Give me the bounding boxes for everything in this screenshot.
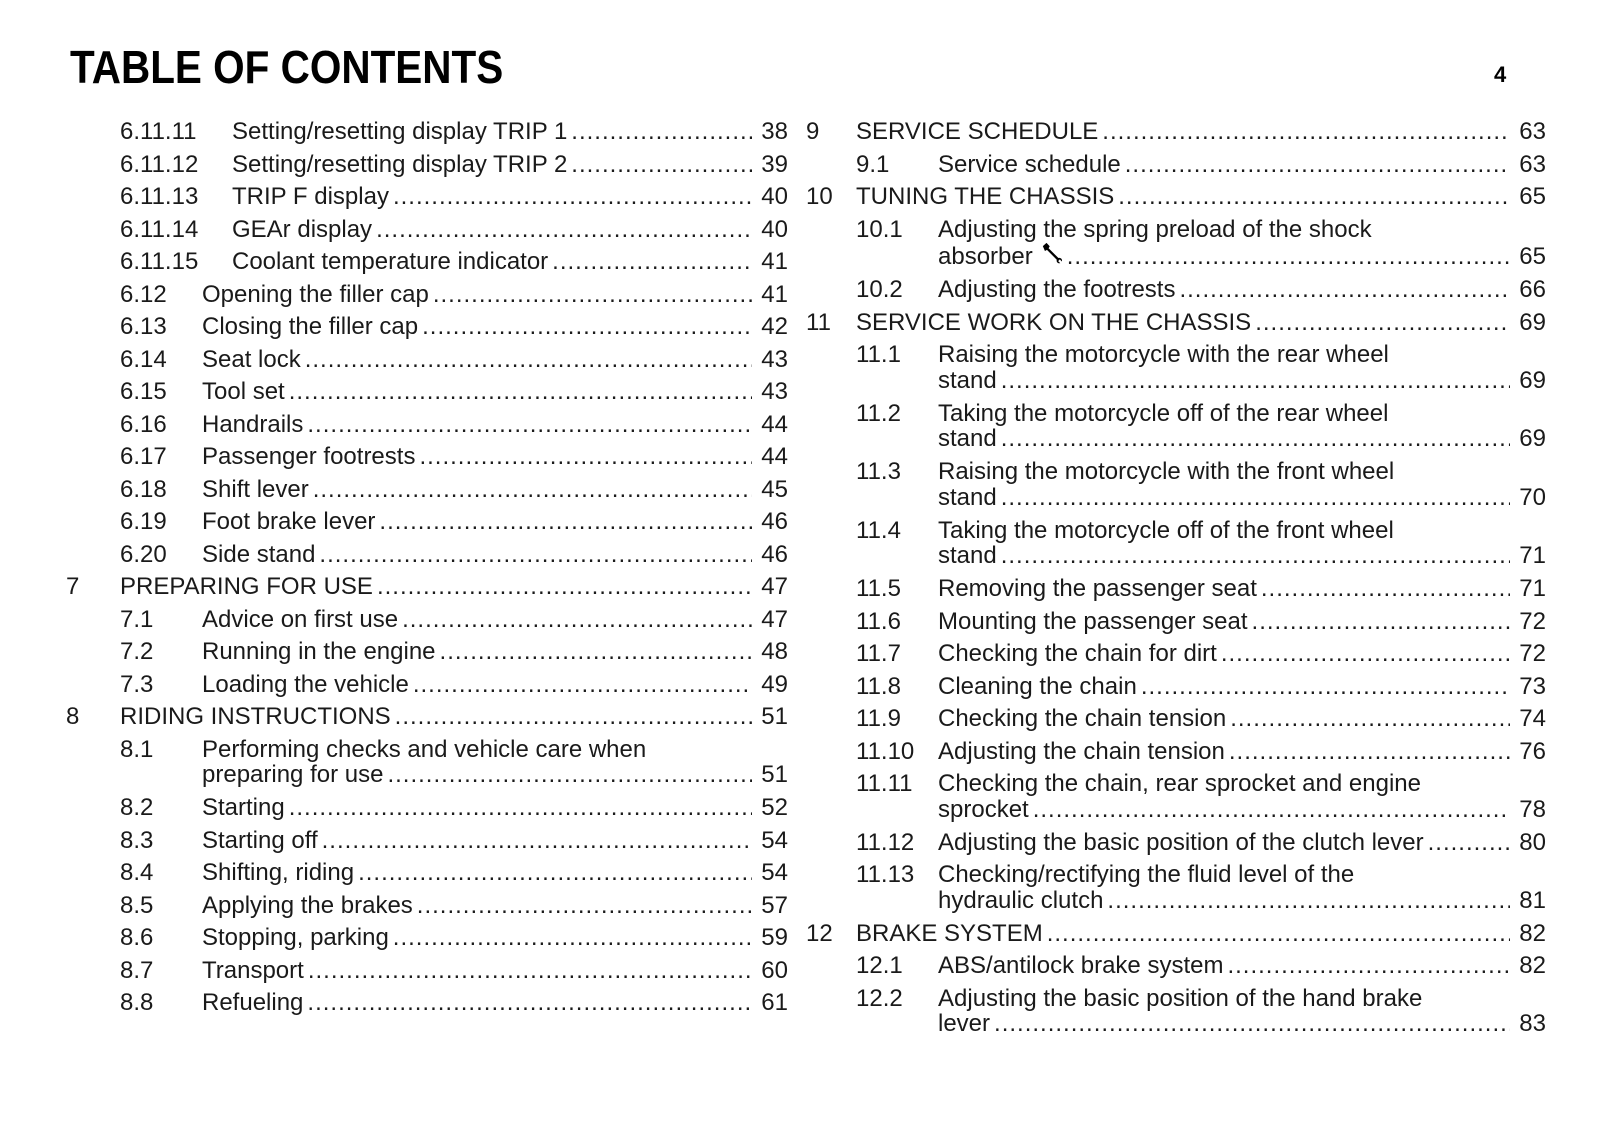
toc-entry[interactable] <box>66 922 788 955</box>
entry-title: Raising the motorcycle with the front wheel <box>938 458 1395 485</box>
leader-dots <box>395 701 752 734</box>
page-ref[interactable]: 76 <box>1519 737 1546 765</box>
entry-title: Checking the chain tension <box>938 705 1227 732</box>
entry-title-continued: stand <box>938 483 997 511</box>
leader-dots <box>358 857 752 890</box>
entry-title: Applying the brakes <box>202 891 413 919</box>
entry-title: ABS/antilock brake system <box>938 952 1224 979</box>
page-ref[interactable]: 63 <box>1519 150 1546 178</box>
entry-title: Tool set <box>202 378 285 405</box>
page-ref[interactable]: 69 <box>1519 425 1546 452</box>
section-number: 6.11.15 <box>120 248 199 275</box>
section-number: 6.11.14 <box>120 215 199 243</box>
entry-title: Refueling <box>202 989 304 1016</box>
page-ref[interactable]: 44 <box>761 410 788 438</box>
toc-entry[interactable] <box>66 955 788 988</box>
toc-left-column <box>66 116 788 1020</box>
leader-dots <box>1227 950 1510 983</box>
leader-dots <box>1107 888 1510 914</box>
section-number: 11.7 <box>856 640 901 667</box>
leader-dots <box>393 181 752 214</box>
page-ref[interactable]: 47 <box>761 605 788 633</box>
page-ref[interactable]: 47 <box>761 573 788 600</box>
toc-entry[interactable] <box>806 736 1546 769</box>
section-number: 6.12 <box>120 280 167 308</box>
leader-dots <box>1125 149 1510 182</box>
section-number: 10.2 <box>856 276 903 303</box>
section-number: 6.20 <box>120 540 167 568</box>
entry-title: Removing the passenger seat <box>938 575 1257 602</box>
toc-entry[interactable] <box>806 214 1546 275</box>
leader-dots <box>1261 573 1510 606</box>
toc-entry[interactable] <box>806 671 1546 704</box>
entry-title: Checking the chain for dirt <box>938 640 1217 667</box>
entry-title-continued: preparing for use <box>202 761 384 788</box>
entry-title: Coolant temperature indicator <box>232 248 549 275</box>
toc-entry[interactable] <box>66 792 788 825</box>
toc-entry[interactable] <box>66 636 788 669</box>
toc-entry[interactable] <box>806 456 1546 515</box>
toc-entry[interactable] <box>66 734 788 793</box>
entry-title: Loading the vehicle <box>202 670 409 698</box>
toc-entry[interactable] <box>806 181 1546 214</box>
page-title: TABLE OF CONTENTS <box>70 41 504 93</box>
leader-dots <box>1230 703 1510 736</box>
section-number: 8.7 <box>120 956 154 984</box>
leader-dots <box>1229 736 1510 769</box>
page-ref[interactable]: 61 <box>761 989 788 1016</box>
leader-dots <box>1255 307 1510 340</box>
entry-title: Adjusting the spring preload of the shock <box>938 215 1372 243</box>
leader-dots <box>1033 797 1510 823</box>
toc-entry[interactable] <box>806 918 1546 951</box>
leader-dots <box>1001 485 1510 511</box>
entry-title-continued: sprocket <box>938 795 1029 823</box>
page-ref[interactable]: 44 <box>761 443 788 470</box>
toc-entry[interactable] <box>66 571 788 604</box>
toc-entry[interactable] <box>66 409 788 442</box>
leader-dots <box>413 669 752 702</box>
toc-entry[interactable] <box>66 376 788 409</box>
leader-dots <box>552 246 752 279</box>
leader-dots <box>1428 827 1510 860</box>
toc-entry[interactable] <box>806 274 1546 307</box>
page-ref[interactable]: 38 <box>761 118 788 145</box>
entry-title: Handrails <box>202 410 304 438</box>
leader-dots <box>994 1011 1510 1037</box>
entry-title: Checking/rectifying the fluid level of the <box>938 861 1355 888</box>
leader-dots <box>307 409 752 442</box>
leader-dots <box>417 890 752 923</box>
page-ref[interactable]: 54 <box>761 859 788 886</box>
section-number: 8.5 <box>120 891 154 919</box>
section-number: 6.11.11 <box>120 118 197 145</box>
page-ref[interactable]: 60 <box>761 956 788 984</box>
leader-dots <box>308 955 752 988</box>
toc-entry[interactable] <box>66 890 788 923</box>
leader-dots <box>376 214 752 247</box>
toc-entry[interactable] <box>66 825 788 858</box>
toc-entry[interactable] <box>66 987 788 1020</box>
toc-entry[interactable] <box>66 116 788 149</box>
toc-entry[interactable] <box>806 398 1546 457</box>
page-number: 4 <box>1494 62 1507 87</box>
leader-dots <box>305 344 752 377</box>
section-number: 11.13 <box>856 861 915 888</box>
leader-dots <box>377 571 752 604</box>
page-ref[interactable]: 73 <box>1519 672 1546 700</box>
entry-title-continued: stand <box>938 425 997 452</box>
entry-title: Seat lock <box>202 345 301 373</box>
entry-title: Performing checks and vehicle care when <box>202 735 647 763</box>
toc-entry[interactable] <box>66 474 788 507</box>
entry-title: Adjusting the footrests <box>938 276 1176 303</box>
page-ref[interactable]: 42 <box>761 313 788 340</box>
page-ref[interactable]: 71 <box>1519 542 1546 569</box>
section-number: 6.17 <box>120 443 167 470</box>
toc-entry[interactable] <box>66 279 788 312</box>
section-number: 6.11.13 <box>120 183 199 210</box>
section-number: 12 <box>806 919 833 947</box>
leader-dots <box>1067 244 1510 270</box>
entry-title: Foot brake lever <box>202 508 376 535</box>
entry-title: Taking the motorcycle off of the front wheel <box>938 516 1394 544</box>
leader-dots <box>319 539 752 572</box>
toc-entry[interactable] <box>66 441 788 474</box>
entry-title: GEAr display <box>232 215 373 243</box>
entry-title: Shift lever <box>202 475 309 503</box>
toc-entry[interactable] <box>806 827 1546 860</box>
section-number: 6.14 <box>120 345 167 373</box>
leader-dots <box>393 922 752 955</box>
entry-title: Cleaning the chain <box>938 672 1137 700</box>
leader-dots <box>402 604 752 637</box>
page-ref[interactable]: 40 <box>761 215 788 243</box>
section-number: 11.6 <box>856 607 901 635</box>
section-number: 7.3 <box>120 670 154 698</box>
leader-dots <box>1102 116 1510 149</box>
toc-entry[interactable] <box>806 950 1546 983</box>
leader-dots <box>571 116 752 149</box>
section-number: 6.19 <box>120 508 167 535</box>
entry-title-continued: stand <box>938 366 997 394</box>
toc-entry[interactable] <box>806 515 1546 574</box>
section-number: 8.3 <box>120 826 154 854</box>
page-ref[interactable]: 54 <box>761 826 788 854</box>
toc-entry[interactable] <box>806 768 1546 827</box>
page-ref[interactable]: 83 <box>1519 1010 1546 1037</box>
section-number: 11.3 <box>856 458 901 485</box>
entry-title: Stopping, parking <box>202 924 389 951</box>
toc-entry[interactable] <box>66 539 788 572</box>
section-number: 8 <box>66 703 80 730</box>
page-ref[interactable]: 82 <box>1519 952 1546 979</box>
wrench-icon <box>1041 242 1063 264</box>
toc-entry[interactable] <box>806 339 1546 398</box>
page-ref[interactable]: 39 <box>761 150 788 178</box>
entry-title: SERVICE SCHEDULE <box>856 118 1099 145</box>
toc-entry[interactable] <box>66 506 788 539</box>
page-ref[interactable]: 81 <box>1519 886 1546 914</box>
section-number: 6.16 <box>120 410 167 438</box>
page-ref[interactable]: 66 <box>1519 276 1546 303</box>
section-number: 9 <box>806 118 820 145</box>
entry-title: Advice on first use <box>202 605 399 633</box>
page-ref[interactable]: 63 <box>1519 118 1546 145</box>
leader-dots <box>1252 606 1510 639</box>
toc-entry[interactable] <box>806 149 1546 182</box>
page-ref[interactable]: 51 <box>761 761 788 788</box>
entry-title: Running in the engine <box>202 638 436 665</box>
section-number: 12.2 <box>856 984 903 1012</box>
entry-title: Setting/resetting display TRIP 2 <box>232 150 568 178</box>
page-ref[interactable]: 65 <box>1519 243 1546 270</box>
page-ref[interactable]: 49 <box>761 670 788 698</box>
toc-entry[interactable] <box>806 573 1546 606</box>
toc-entry[interactable] <box>66 857 788 890</box>
leader-dots <box>1047 918 1510 951</box>
section-number: 11.12 <box>856 828 915 856</box>
section-number: 11.1 <box>856 341 901 368</box>
entry-title: Starting off <box>202 826 318 854</box>
section-number: 11.9 <box>856 705 901 732</box>
entry-title-continued: absorber <box>938 243 1033 270</box>
page-ref[interactable]: 45 <box>761 475 788 503</box>
page-ref[interactable]: 71 <box>1519 575 1546 602</box>
entry-title: Shifting, riding <box>202 859 355 886</box>
section-number: 7 <box>66 573 80 600</box>
entry-title: Adjusting the chain tension <box>938 737 1225 765</box>
entry-title: Side stand <box>202 540 316 568</box>
page-ref[interactable]: 70 <box>1519 483 1546 511</box>
section-number: 8.4 <box>120 859 154 886</box>
section-number: 11.8 <box>856 672 901 700</box>
page-ref[interactable]: 80 <box>1519 828 1546 856</box>
leader-dots <box>1001 543 1510 569</box>
page-ref[interactable]: 51 <box>761 703 788 730</box>
leader-dots <box>307 987 752 1020</box>
section-number: 6.13 <box>120 313 167 340</box>
entry-title: Raising the motorcycle with the rear wheel <box>938 341 1389 368</box>
toc-entry[interactable] <box>66 246 788 279</box>
page-ref[interactable]: 78 <box>1519 795 1546 823</box>
page-ref[interactable]: 72 <box>1519 640 1546 667</box>
page-ref[interactable]: 43 <box>761 345 788 373</box>
section-number: 12.1 <box>856 952 903 979</box>
toc-entry[interactable] <box>66 311 788 344</box>
page-ref[interactable]: 69 <box>1519 366 1546 394</box>
entry-title: Starting <box>202 794 285 821</box>
entry-title: Opening the filler cap <box>202 280 429 308</box>
entry-title-continued: hydraulic clutch <box>938 886 1104 914</box>
toc-entry[interactable] <box>66 214 788 247</box>
entry-title: Adjusting the basic position of the clutch lever <box>938 828 1424 856</box>
entry-title: BRAKE SYSTEM <box>856 919 1043 947</box>
toc-entry[interactable] <box>66 604 788 637</box>
entry-title: Adjusting the basic position of the hand brake <box>938 984 1423 1012</box>
page-ref[interactable]: 59 <box>761 924 788 951</box>
leader-dots <box>1001 368 1510 394</box>
entry-title-continued: stand <box>938 542 997 569</box>
entry-title: Taking the motorcycle off of the rear wheel <box>938 399 1389 427</box>
leader-dots <box>419 441 752 474</box>
entry-title: Mounting the passenger seat <box>938 607 1248 635</box>
page-ref[interactable]: 74 <box>1519 705 1546 732</box>
toc-entry[interactable] <box>806 859 1546 918</box>
section-number: 8.1 <box>120 735 154 763</box>
entry-title: Setting/resetting display TRIP 1 <box>232 118 568 145</box>
toc-entry[interactable] <box>806 606 1546 639</box>
toc-entry[interactable] <box>806 638 1546 671</box>
leader-dots <box>422 311 752 344</box>
leader-dots <box>289 792 752 825</box>
toc-entry[interactable] <box>806 983 1546 1042</box>
leader-dots <box>1221 638 1510 671</box>
leader-dots <box>440 636 752 669</box>
leader-dots <box>1001 426 1510 452</box>
entry-title: TUNING THE CHASSIS <box>856 183 1115 210</box>
toc-entry[interactable] <box>66 669 788 702</box>
section-number: 7.2 <box>120 638 154 665</box>
leader-dots <box>571 149 752 182</box>
toc-entry[interactable] <box>66 149 788 182</box>
entry-title: Closing the filler cap <box>202 313 419 340</box>
toc-entry[interactable] <box>806 703 1546 736</box>
entry-title: SERVICE WORK ON THE CHASSIS <box>856 308 1252 336</box>
entry-title: Transport <box>202 956 304 984</box>
page-ref[interactable]: 52 <box>761 794 788 821</box>
page-ref[interactable]: 57 <box>761 891 788 919</box>
section-number: 11.4 <box>856 516 901 544</box>
section-number: 6.15 <box>120 378 167 405</box>
leader-dots <box>379 506 752 539</box>
section-number: 6.11.12 <box>120 150 199 178</box>
leader-dots <box>1118 181 1510 214</box>
page-ref[interactable]: 46 <box>761 508 788 535</box>
page-ref[interactable]: 41 <box>761 280 788 308</box>
entry-title: Checking the chain, rear sprocket and engine <box>938 770 1421 797</box>
leader-dots <box>1179 274 1510 307</box>
page-ref[interactable]: 40 <box>761 183 788 210</box>
entry-title: TRIP F display <box>232 183 389 210</box>
leader-dots <box>387 762 752 788</box>
section-number: 11 <box>806 308 831 336</box>
entry-title: Service schedule <box>938 150 1121 178</box>
toc-entry[interactable] <box>66 701 788 734</box>
page-ref[interactable]: 48 <box>761 638 788 665</box>
section-number: 9.1 <box>856 150 890 178</box>
page-ref[interactable]: 65 <box>1519 183 1546 210</box>
leader-dots <box>313 474 752 507</box>
section-number: 6.18 <box>120 475 167 503</box>
leader-dots <box>1141 671 1510 704</box>
page-ref[interactable]: 72 <box>1519 607 1546 635</box>
leader-dots <box>322 825 752 858</box>
entry-title: RIDING INSTRUCTIONS <box>120 703 391 730</box>
toc-entry[interactable] <box>66 181 788 214</box>
toc-entry[interactable] <box>806 116 1546 149</box>
section-number: 10.1 <box>856 215 903 243</box>
entry-title-continued: lever <box>938 1010 991 1037</box>
page-ref[interactable]: 69 <box>1519 308 1546 336</box>
page-ref[interactable]: 41 <box>761 248 788 275</box>
entry-title: PREPARING FOR USE <box>120 573 373 600</box>
toc-entry[interactable] <box>806 307 1546 340</box>
section-number: 10 <box>806 183 833 210</box>
section-number: 8.6 <box>120 924 154 951</box>
leader-dots <box>289 376 752 409</box>
page-ref[interactable]: 46 <box>761 540 788 568</box>
page-ref[interactable]: 82 <box>1519 919 1546 947</box>
toc-right-column <box>806 116 1546 1041</box>
section-number: 8.2 <box>120 794 154 821</box>
section-number: 11.11 <box>856 770 913 797</box>
section-number: 7.1 <box>120 605 154 633</box>
section-number: 8.8 <box>120 989 154 1016</box>
entry-title: Passenger footrests <box>202 443 416 470</box>
page-ref[interactable]: 43 <box>761 378 788 405</box>
section-number: 11.5 <box>856 575 901 602</box>
leader-dots <box>433 279 752 312</box>
section-number: 11.2 <box>856 399 901 427</box>
section-number: 11.10 <box>856 737 915 765</box>
toc-entry[interactable] <box>66 344 788 377</box>
